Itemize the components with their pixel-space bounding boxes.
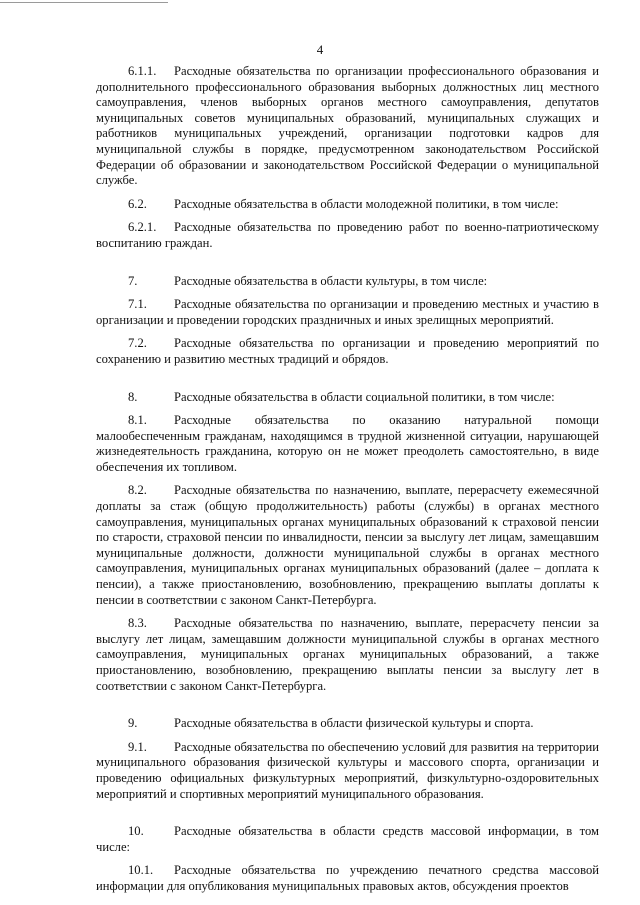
- paragraph-number: 7.2.: [128, 336, 147, 351]
- paragraph-6-2: [96, 197, 599, 213]
- paragraph-number: 10.: [128, 824, 144, 839]
- paragraph-number: 7.1.: [128, 297, 147, 312]
- document-body: [96, 64, 599, 895]
- paragraph-9-1: [96, 740, 599, 802]
- paragraph-text: Расходные обязательства в области средств массовой информации, в том числе:: [96, 824, 599, 854]
- paragraph-6-1-1: [96, 64, 599, 189]
- paragraph-number: 6.1.1.: [128, 64, 157, 78]
- paragraph-text: Расходные обязательства по оказанию натуральной помощи малообеспеченным гражданам, находящимся в трудной жизненной ситуации, нарушающей жизнедеятельность гражданина, которую он не может преодолеть самостоятельно, в виде обеспечения их топливом.: [96, 413, 599, 474]
- paragraph-text: Расходные обязательства по назначению, выплате, перерасчету пенсии за выслугу лет лицам, замещавшим должности муниципальной службы в органах местного самоуправления, муниципальных органах муниципальных образований, а также приостановлению, возобновлению, прекращению выплаты пенсии за выслугу лет в соответствии с законом Санкт-Петербурга.: [96, 616, 599, 693]
- paragraph-text: Расходные обязательства в области физической культуры и спорта.: [174, 716, 534, 731]
- paragraph-text: Расходные обязательства по назначению, выплате, перерасчету ежемесячной доплаты за стаж (общую продолжительность) работы (службы) в органах местного самоуправления, муниципальных органах муниципальных образований к страховой пенсии по старости, страховой пенсии по инвалидности, пенсии за выслугу лет лицам, замещавшим муниципальные должности, должности муниципальной службы в органах местного самоуправления, муниципальных органах муниципальных образований (далее – доплата к пенсии), а также приостановлению, возобновлению, прекращению выплаты доплаты к пенсии в соответствии с законом Санкт-Петербурга.: [96, 483, 599, 607]
- paragraph-number: 8.2.: [128, 483, 147, 498]
- paragraph-text: Расходные обязательства в области социальной политики, в том числе:: [174, 389, 555, 404]
- paragraph-number: 6.2.1.: [128, 220, 157, 235]
- paragraph-number: 6.2.: [128, 196, 147, 211]
- paragraph-9: [96, 716, 599, 732]
- paragraph-10-1: [96, 863, 599, 894]
- paragraph-number: 9.: [128, 716, 138, 731]
- paragraph-number: 10.1.: [128, 863, 154, 878]
- paragraph-number: 8.1.: [128, 413, 147, 428]
- paragraph-8-2: [96, 483, 599, 608]
- paragraph-text: Расходные обязательства по обеспечению условий для развития на территории муниципального образования физической культуры и массового спорта, организации и проведению официальных физкультурных мероприятий, физкультурно-оздоровительных мероприятий и спортивных мероприятий муниципального образования.: [96, 739, 599, 801]
- paragraph-8-3: [96, 616, 599, 694]
- paragraph-number: 8.: [128, 389, 138, 404]
- paragraph-text: Расходные обязательства по организации и проведению местных и участию в организации и проведении городских праздничных и иных зрелищных мероприятий.: [96, 297, 599, 327]
- paragraph-text: Расходные обязательства по организации и проведению мероприятий по сохранению и развитию местных традиций и обрядов.: [96, 336, 599, 366]
- paragraph-text: Расходные обязательства по учреждению печатного средства массовой информации для опубликования муниципальных правовых актов, обсуждения проектов: [96, 863, 599, 893]
- paragraph-6-2-1: [96, 220, 599, 251]
- scan-edge-line: [0, 2, 168, 3]
- paragraph-text: Расходные обязательства в области культуры, в том числе:: [174, 273, 488, 288]
- paragraph-10: [96, 824, 599, 855]
- paragraph-text: Расходные обязательства по проведению работ по военно-патриотическому воспитанию граждан.: [96, 220, 599, 250]
- paragraph-7-2: [96, 336, 599, 367]
- paragraph-number: 9.1.: [128, 739, 147, 754]
- paragraph-7-1: [96, 297, 599, 328]
- paragraph-8: [96, 390, 599, 406]
- paragraph-8-1: [96, 413, 599, 475]
- paragraph-text: Расходные обязательства по организации профессионального образования и дополнительного профессионального образования выборных должностных лиц местного самоуправления, членов выборных органов местного самоуправления, депутатов муниципальных советов муниципальных образований, муниципальных служащих и работников муниципальных учреждений, организации подготовки кадров для муниципальной службы в порядке, предусмотренном законодательством Российской Федерации об образовании и законодательством Российской Федерации о муниципальной службе.: [96, 64, 599, 188]
- paragraph-7: [96, 274, 599, 290]
- paragraph-number: 8.3.: [128, 616, 147, 631]
- paragraph-text: Расходные обязательства в области молодежной политики, в том числе:: [174, 196, 559, 211]
- page-number: 4: [316, 42, 324, 57]
- paragraph-number: 7.: [128, 273, 138, 288]
